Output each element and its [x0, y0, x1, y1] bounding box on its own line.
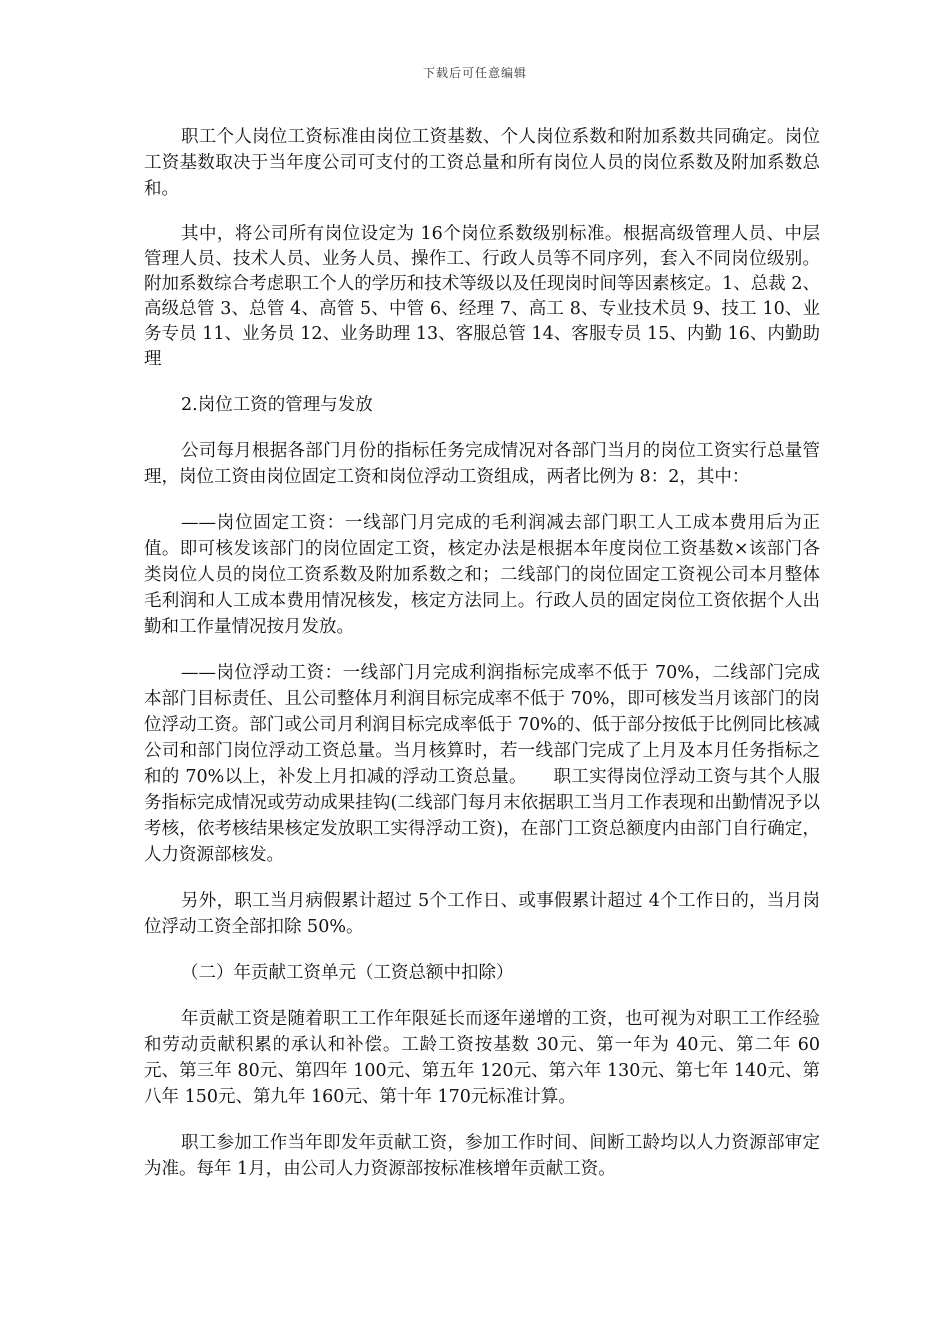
paragraph-fixed-wage: ——岗位固定工资：一线部门月完成的毛利润减去部门职工人工成本费用后为正值。即可核发该部门的岗位固定工资，核定办法是根据本年度岗位工资基数×该部门各类岗位人员的岗位工资系数及附加系数之和；二线部门的岗位固定工资视公司本月整体毛利润和人工成本费用情况核发，核定方法同上。行政人员的固定岗位工资依据个人出勤和工作量情况按月发放。: [144, 513, 820, 637]
paragraph-seniority-wage: 年贡献工资是随着职工工作年限延长而逐年递增的工资，也可视为对职工工作经验和劳动贡献积累的承认和补偿。工龄工资按基数 30元、第一年为 40元、第二年 60元、第三年 80元、第四年 100元、第五年 120元、第六年 130元、第七年 140元、第八年 150元、第九年 160元、第十年 170元标准计算。: [144, 1009, 820, 1107]
paragraph-contribution-start: 职工参加工作当年即发年贡献工资，参加工作时间、间断工龄均以人力资源部审定为准。每年 1月，由公司人力资源部按标准核增年贡献工资。: [144, 1133, 820, 1179]
paragraph-monthly-management: 公司每月根据各部门月份的指标任务完成情况对各部门当月的岗位工资实行总量管理，岗位工资由岗位固定工资和岗位浮动工资组成，两者比例为 8：2，其中：: [144, 441, 820, 487]
document-body: [144, 124, 820, 1202]
paragraph-leave-deduction: 另外，职工当月病假累计超过 5个工作日、或事假累计超过 4个工作日的，当月岗位浮动工资全部扣除 50%。: [144, 891, 820, 937]
paragraph-floating-wage: ——岗位浮动工资：一线部门月完成利润指标完成率不低于 70%，二线部门完成本部门目标责任、且公司整体月利润目标完成率不低于 70%，即可核发当月该部门的岗位浮动工资。部门或公司月利润目标完成率低于 70%的、低于部分按低于比例同比核减公司和部门岗位浮动工资总量。当月核算时，若一线部门完成了上月及本月任务指标之和的 70%以上，补发上月扣减的浮动工资总量。 职工实得岗位浮动工资与其个人服务指标完成情况或劳动成果挂钩(二线部门每月末依据职工当月工作表现和出勤情况予以考核，依考核结果核定发放职工实得浮动工资)，在部门工资总额度内由部门自行确定，人力资源部核发。: [144, 663, 820, 865]
paragraph-salary-standard: 职工个人岗位工资标准由岗位工资基数、个人岗位系数和附加系数共同确定。岗位工资基数取决于当年度公司可支付的工资总量和所有岗位人员的岗位系数及附加系数总和。: [144, 127, 820, 199]
section-heading-contribution-wage: （二）年贡献工资单元（工资总额中扣除）: [181, 963, 514, 983]
page-header: 下载后可任意编辑: [422, 66, 527, 80]
section-heading-wage-management: 2.岗位工资的管理与发放: [181, 395, 373, 415]
paragraph-position-levels: 其中，将公司所有岗位设定为 16个岗位系数级别标准。根据高级管理人员、中层管理人员、技术人员、业务人员、操作工、行政人员等不同序列，套入不同岗位级别。附加系数综合考虑职工个人的学历和技术等级以及任现岗时间等因素核定。1、总裁 2、高级总管 3、总管 4、高管 5、中管 6、经理 7、高工 8、专业技术员 9、技工 10、业务专员 11、业务员 12、业务助理 13、客服总管 14、客服专员 15、内勤 16、内勤助理: [144, 224, 820, 369]
